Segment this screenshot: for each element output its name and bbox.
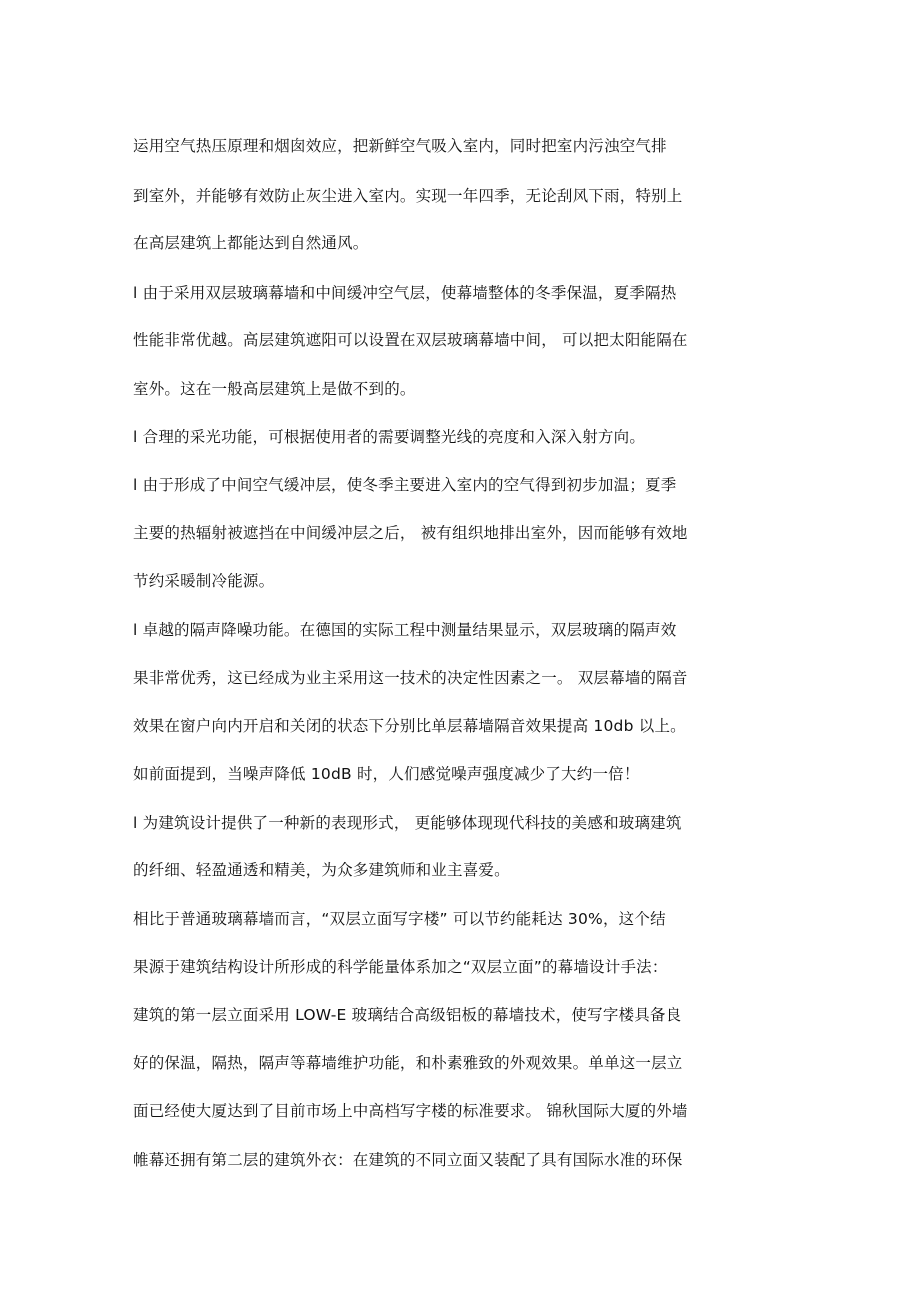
text-line-13: 效果在窗户向内开启和关闭的状态下分别比单层幕墙隔音效果提高 10db 以上。 xyxy=(133,717,686,735)
text-line-11: l 卓越的隔声降噪功能。在德国的实际工程中测量结果显示，双层玻璃的隔声效 xyxy=(133,621,677,639)
text-line-21: 面已经使大厦达到了目前市场上中高档写字楼的标准要求。 锦秋国际大厦的外墙 xyxy=(133,1102,688,1120)
text-line-22: 帷幕还拥有第二层的建筑外衣：在建筑的不同立面又装配了具有国际水准的环保 xyxy=(133,1151,683,1169)
text-line-5: 性能非常优越。高层建筑遮阳可以设置在双层玻璃幕墙中间， 可以把太阳能隔在 xyxy=(133,331,688,349)
text-line-2: 到室外，并能够有效防止灰尘进入室内。实现一年四季，无论刮风下雨，特别上 xyxy=(133,187,683,205)
text-line-4: l 由于采用双层玻璃幕墙和中间缓冲空气层，使幕墙整体的冬季保温，夏季隔热 xyxy=(133,284,677,302)
text-line-19: 建筑的第一层立面采用 LOW-E 玻璃结合高级铝板的幕墙技术，使写字楼具备良 xyxy=(133,1006,682,1024)
text-line-8: l 由于形成了中间空气缓冲层，使冬季主要进入室内的空气得到初步加温；夏季 xyxy=(133,476,677,494)
text-line-6: 室外。这在一般高层建筑上是做不到的。 xyxy=(133,380,416,398)
text-line-15: l 为建筑设计提供了一种新的表现形式， 更能够体现现代科技的美感和玻璃建筑 xyxy=(133,814,682,832)
text-line-16: 的纤细、轻盈通透和精美，为众多建筑师和业主喜爱。 xyxy=(133,861,510,879)
text-line-10: 节约采暖制冷能源。 xyxy=(133,572,275,590)
text-line-3: 在高层建筑上都能达到自然通风。 xyxy=(133,234,369,252)
text-line-20: 好的保温，隔热，隔声等幕墙维护功能，和朴素雅致的外观效果。单单这一层立 xyxy=(133,1054,683,1072)
text-line-17: 相比于普通玻璃幕墙而言，“双层立面写字楼” 可以节约能耗达 30%，这个结 xyxy=(133,910,666,928)
text-line-14: 如前面提到，当噪声降低 10dB 时，人们感觉噪声强度减少了大约一倍！ xyxy=(133,765,640,783)
text-line-18: 果源于建筑结构设计所形成的科学能量体系加之“双层立面”的幕墙设计手法： xyxy=(133,958,668,976)
text-line-7: l 合理的采光功能，可根据使用者的需要调整光线的亮度和入深入射方向。 xyxy=(133,428,646,446)
text-line-12: 果非常优秀，这已经成为业主采用这一技术的决定性因素之一。 双层幕墙的隔音 xyxy=(133,669,688,687)
text-line-9: 主要的热辐射被遮挡在中间缓冲层之后， 被有组织地排出室外，因而能够有效地 xyxy=(133,524,688,542)
text-line-1: 运用空气热压原理和烟囱效应，把新鲜空气吸入室内，同时把室内污浊空气排 xyxy=(133,137,667,155)
